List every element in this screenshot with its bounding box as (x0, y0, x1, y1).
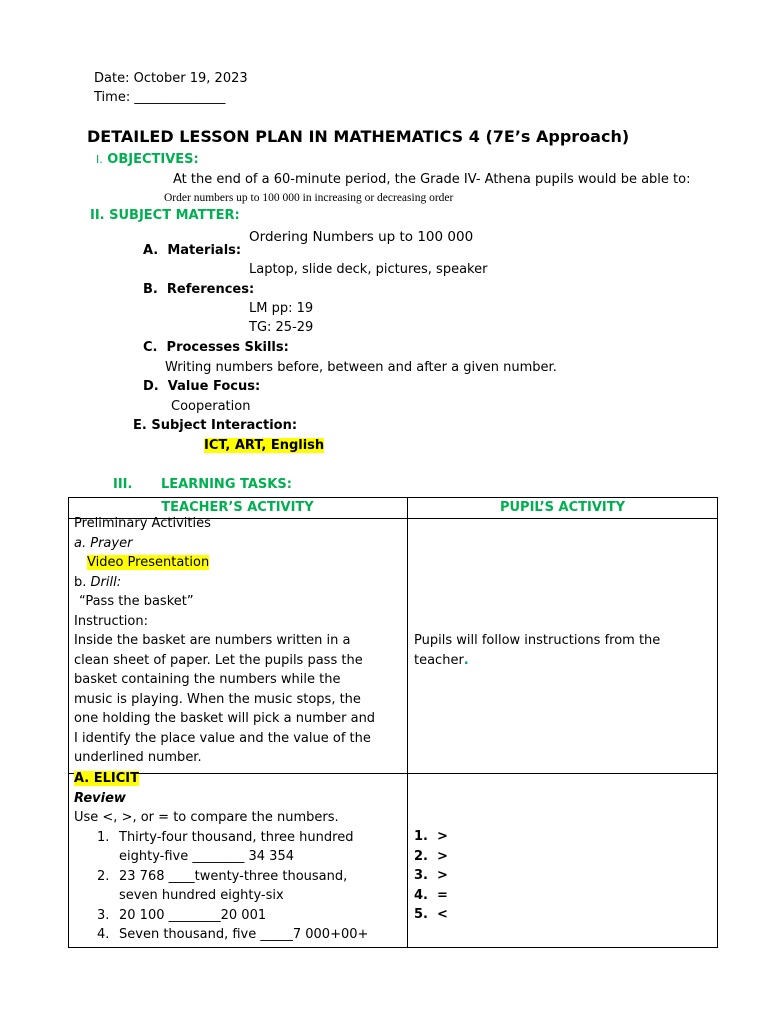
instruction-line-1: Inside the basket are numbers written in a (74, 633, 351, 648)
instruction-line-3: basket containing the numbers while the (74, 672, 341, 687)
answer-4 (414, 886, 448, 906)
answer-1-num: 1. (414, 829, 428, 844)
instruction-line-4: music is playing. When the music stops, the (74, 691, 361, 707)
objectives-item: Order numbers up to 100 000 in increasing or decreasing order (164, 192, 454, 204)
elicit-item-2-line-2: seven hundred eighty-six (119, 888, 284, 903)
materials-value: Laptop, slide deck, pictures, speaker (249, 262, 488, 277)
answer-2-num: 2. (414, 848, 428, 864)
activity-table (68, 497, 718, 948)
answer-2 (414, 847, 448, 867)
answer-1-value: > (437, 829, 448, 844)
references-heading-text: References: (166, 282, 255, 297)
elicit-item-3 (74, 906, 368, 926)
objectives-intro: At the end of a 60-minute period, the Grade IV- Athena pupils would be able to: (173, 172, 691, 187)
process-skills-heading (143, 340, 289, 355)
references-tg: TG: 25-29 (249, 320, 314, 335)
pupil-preliminary-cell (414, 631, 660, 670)
header-teacher-activity: TEACHER’S ACTIVITY (161, 500, 314, 515)
subject-interaction-heading: E. Subject Interaction: (133, 418, 298, 433)
elicit-item-4 (74, 925, 368, 945)
value-focus-value: Cooperation (171, 399, 251, 414)
process-skills-heading-text: Processes Skills: (166, 340, 289, 355)
time-line: Time: ______________ (94, 90, 226, 105)
drill-prefix: b. (74, 574, 91, 590)
answer-4-value: = (437, 887, 448, 903)
answer-3-num: 3. (414, 868, 428, 883)
answer-4-num: 4. (414, 887, 428, 903)
answer-1 (414, 827, 448, 847)
pupil-instruction-line-2 (414, 651, 660, 671)
learning-tasks-heading (113, 477, 292, 492)
drill-label (74, 573, 375, 593)
process-skills-label: C. (143, 340, 158, 355)
materials-label: A. (143, 243, 159, 258)
page-title: DETAILED LESSON PLAN IN MATHEMATICS 4 (7E’s Approach) (87, 127, 630, 146)
header-pupil-activity: PUPIL’S ACTIVITY (499, 500, 626, 515)
instruction-line-6: I identify the place value and the value of the (74, 730, 371, 746)
subject-interaction-value (204, 438, 324, 453)
elicit-item-2 (74, 867, 368, 887)
answer-5 (414, 905, 448, 925)
answer-2-value: > (437, 848, 448, 864)
teacher-elicit-cell (74, 769, 368, 945)
references-label: B. (143, 282, 158, 297)
pupil-instruction-dot: . (463, 652, 469, 668)
elicit-item-1-line-2: eighty-five ________ 34 354 (119, 849, 294, 864)
table-border-right (717, 497, 718, 948)
video-presentation (74, 553, 375, 573)
elicit-item-3-line-1: 20 100 ________20 001 (119, 907, 267, 923)
pupil-instruction-text: teacher (414, 652, 464, 668)
answer-3 (414, 866, 448, 886)
objectives-number: I. (96, 153, 103, 166)
elicit-heading (74, 769, 368, 789)
date-line: Date: October 19, 2023 (94, 71, 248, 86)
elicit-heading-text: A. ELICIT (74, 771, 140, 786)
elicit-item-1-line-1: Thirty-four thousand, three hundred (119, 829, 354, 845)
instruction-label: Instruction: (74, 613, 148, 629)
elicit-item-4-line-1: Seven thousand, five _____7 000+00+ (119, 927, 369, 942)
answer-5-num: 5. (414, 907, 428, 922)
value-focus-heading-text: Value Focus: (167, 379, 261, 394)
compare-instruction: Use <, >, or = to compare the numbers. (74, 810, 339, 825)
materials-heading-text: Materials: (167, 243, 242, 258)
learning-tasks-number: III. (113, 477, 133, 492)
instruction-line-5: one holding the basket will pick a number and (74, 711, 376, 726)
value-focus-heading (143, 379, 260, 394)
elicit-item-3-num: 3. (97, 907, 110, 923)
subject-topic: Ordering Numbers up to 100 000 (249, 229, 474, 245)
preliminary-activities: Preliminary Activities (74, 516, 211, 531)
instruction-line-2: clean sheet of paper. Let the pupils pass the (74, 652, 363, 668)
materials-heading (143, 243, 241, 258)
elicit-item-1-num: 1. (97, 829, 110, 845)
references-lm: LM pp: 19 (249, 301, 314, 316)
learning-tasks-heading-text: LEARNING TASKS: (160, 477, 292, 492)
table-border-left (68, 497, 69, 948)
elicit-item-2-num: 2. (97, 868, 110, 884)
pupil-instruction-line-1: Pupils will follow instructions from the (414, 633, 661, 648)
review-label: Review (74, 790, 126, 806)
process-skills-value: Writing numbers before, between and after a given number. (165, 360, 557, 375)
answer-5-value: < (437, 907, 448, 922)
pass-the-basket: “Pass the basket” (79, 594, 194, 609)
pupil-answers-cell (414, 827, 448, 925)
subject-matter-heading: II. SUBJECT MATTER: (90, 208, 240, 223)
instruction-line-7: underlined number. (74, 750, 202, 765)
table-border-bottom (68, 947, 718, 948)
subject-interaction-highlight: ICT, ART, English (204, 438, 325, 453)
objectives-heading-text: OBJECTIVES: (107, 152, 199, 167)
elicit-item-1 (74, 828, 368, 848)
drill-text: Drill: (90, 574, 122, 590)
elicit-item-2-line-1: 23 768 ____twenty-three thousand, (119, 868, 348, 884)
references-heading (143, 282, 254, 297)
prayer-label: a. Prayer (74, 535, 133, 551)
value-focus-label: D. (143, 379, 159, 394)
elicit-item-4-num: 4. (97, 927, 110, 942)
answer-3-value: > (437, 868, 448, 883)
teacher-preliminary-cell (74, 514, 375, 768)
table-column-divider (407, 497, 408, 948)
video-presentation-text: Video Presentation (87, 555, 210, 570)
objectives-heading (96, 152, 199, 167)
